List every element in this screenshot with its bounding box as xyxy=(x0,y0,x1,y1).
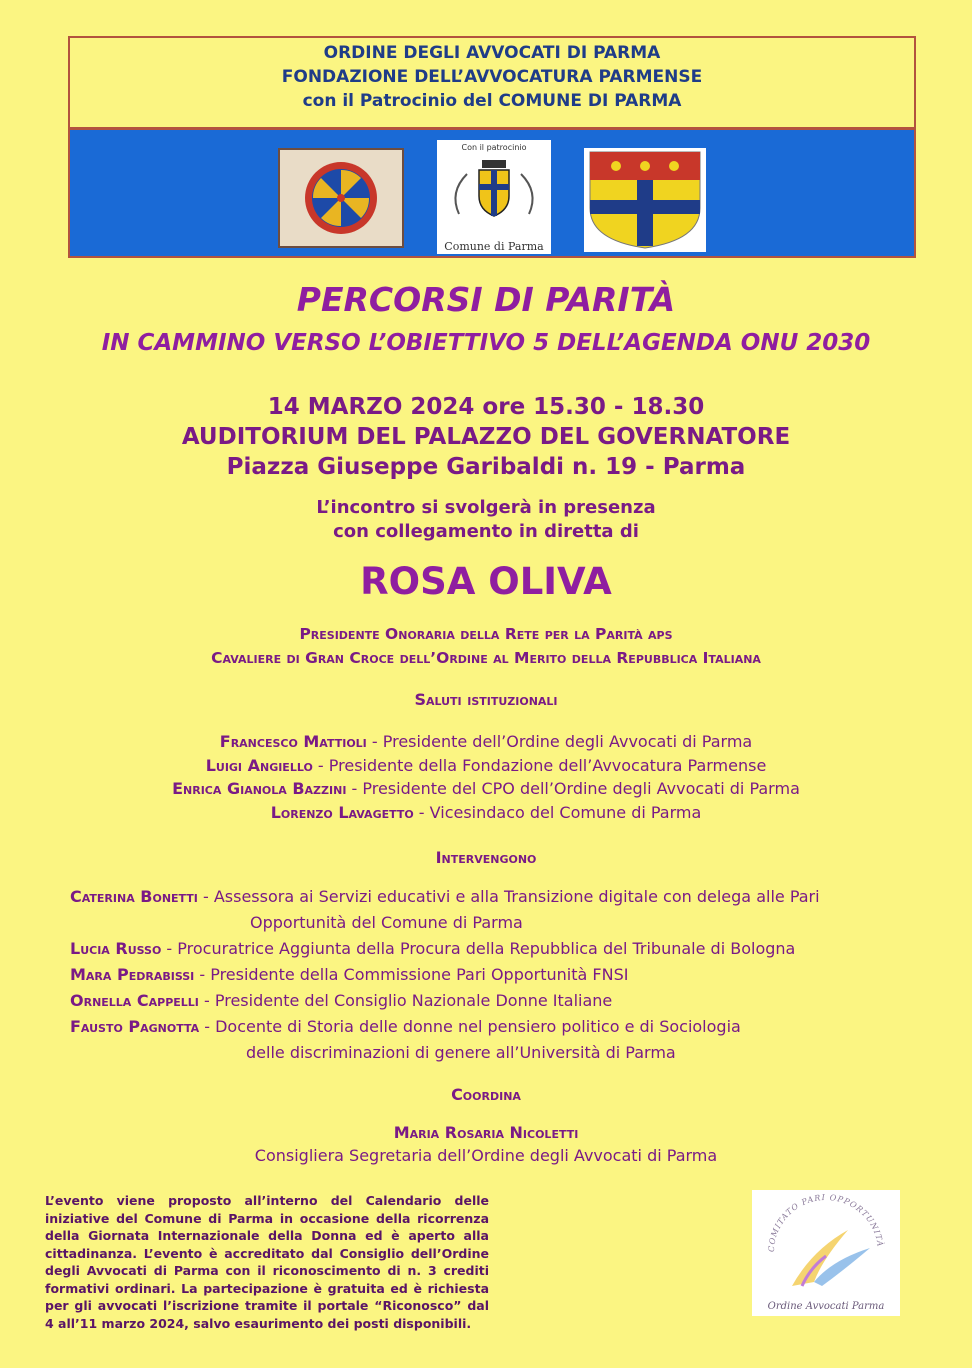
logo-band xyxy=(70,130,914,256)
presence-line-1: L’incontro si svolgerà in presenza xyxy=(316,497,656,518)
footer-note: L’evento viene proposto all’interno del Calendario delle iniziative del Comune di Parma in occasione della ricorrenza della Giornata Internazionale della Donna ed è aperto alla cittadinanza. L’evento è accreditato dal Consiglio dell’Ordine degli Avvocati di Parma con il riconoscimento di n. 3 crediti formativi ordinari. La partecipazione è gratuita ed è richiesta per gli avvocati l’iscrizione tramite il portale “Riconosco” dal 4 all’11 marzo 2024, salvo esaurimento dei posti disponibili. xyxy=(45,1193,489,1331)
cpo-logo xyxy=(752,1190,900,1316)
intervengono-list xyxy=(70,884,890,1066)
saluti-list xyxy=(0,730,972,824)
event-title: PERCORSI DI PARITÀ xyxy=(296,280,676,319)
event-venue: AUDITORIUM DEL PALAZZO DEL GOVERNATORE xyxy=(181,424,791,450)
speaker-item-cont: delle discriminazioni di genere all’Università di Parma xyxy=(246,1043,676,1062)
fondazione-crest-logo xyxy=(584,148,706,252)
guest-name: ROSA OLIVA xyxy=(360,560,612,603)
speaker-item: Ornella Cappelli - Presidente del Consiglio Nazionale Donne Italiane xyxy=(70,991,613,1010)
ordine-avvocati-logo xyxy=(278,148,404,248)
guest-role-1: Presidente Onoraria della Rete per la Parità aps xyxy=(299,625,673,643)
cpo-arc-text: COMITATO PARI OPPORTUNITÀ xyxy=(766,1192,885,1253)
coordina-name: Maria Rosaria Nicoletti xyxy=(393,1123,579,1142)
speaker-item-cont: Opportunità del Comune di Parma xyxy=(250,913,523,932)
saluti-heading: Saluti istituzionali xyxy=(414,690,558,709)
event-address: Piazza Giuseppe Garibaldi n. 19 - Parma xyxy=(226,454,746,480)
cpo-bird-icon xyxy=(752,1190,900,1300)
svg-text:COMITATO PARI OPPORTUNITÀ xyxy=(767,1193,885,1252)
presence-line-2: con collegamento in diretta di xyxy=(333,521,639,542)
event-subtitle: IN CAMMINO VERSO L’OBIETTIVO 5 DELL’AGENDA ONU 2030 xyxy=(101,330,871,356)
speaker-item: Mara Pedrabissi - Presidente della Commissione Pari Opportunità FNSI xyxy=(70,965,629,984)
header-line-1: ORDINE DEGLI AVVOCATI DI PARMA xyxy=(323,43,661,63)
header-text xyxy=(70,38,914,130)
header-line-2: FONDAZIONE DELL’AVVOCATURA PARMENSE xyxy=(281,67,703,87)
guest-roles xyxy=(0,622,972,670)
comune-crest-icon xyxy=(437,152,551,226)
speaker-item: Fausto Pagnotta - Docente di Storia delle donne nel pensiero politico e di Sociologia xyxy=(70,1017,741,1036)
event-date: 14 MARZO 2024 ore 15.30 - 18.30 xyxy=(267,394,705,420)
comune-parma-label: Comune di Parma xyxy=(444,240,544,253)
header-box xyxy=(68,36,916,258)
cpo-label: Ordine Avvocati Parma xyxy=(767,1301,885,1312)
saluti-item: Luigi Angiello - Presidente della Fondazione dell’Avvocatura Parmense xyxy=(205,755,767,775)
comune-parma-logo xyxy=(437,140,551,254)
saluti-item: Francesco Mattioli - Presidente dell’Ordine degli Avvocati di Parma xyxy=(219,732,753,751)
patrocinio-caption: Con il patrocinio xyxy=(461,143,527,152)
coordina-role: Consigliera Segretaria dell’Ordine degli Avvocati di Parma xyxy=(254,1146,718,1165)
event-details xyxy=(0,392,972,482)
guest-role-2: Cavaliere di Gran Croce dell’Ordine al Merito della Repubblica Italiana xyxy=(211,649,761,667)
intervengono-heading: Intervengono xyxy=(435,848,537,867)
speaker-item: Caterina Bonetti - Assessora ai Servizi educativi e alla Transizione digitale con delega alle Pari xyxy=(70,887,820,906)
header-line-3: con il Patrocinio del COMUNE DI PARMA xyxy=(302,91,682,111)
speaker-item: Lucia Russo - Procuratrice Aggiunta della Procura della Repubblica del Tribunale di Bologna xyxy=(70,939,796,958)
saluti-item: Lorenzo Lavagetto - Vicesindaco del Comune di Parma xyxy=(270,802,702,822)
coordina-heading: Coordina xyxy=(451,1085,521,1104)
saluti-item: Enrica Gianola Bazzini - Presidente del CPO dell’Ordine degli Avvocati di Parma xyxy=(172,779,800,798)
presence-note xyxy=(0,496,972,544)
